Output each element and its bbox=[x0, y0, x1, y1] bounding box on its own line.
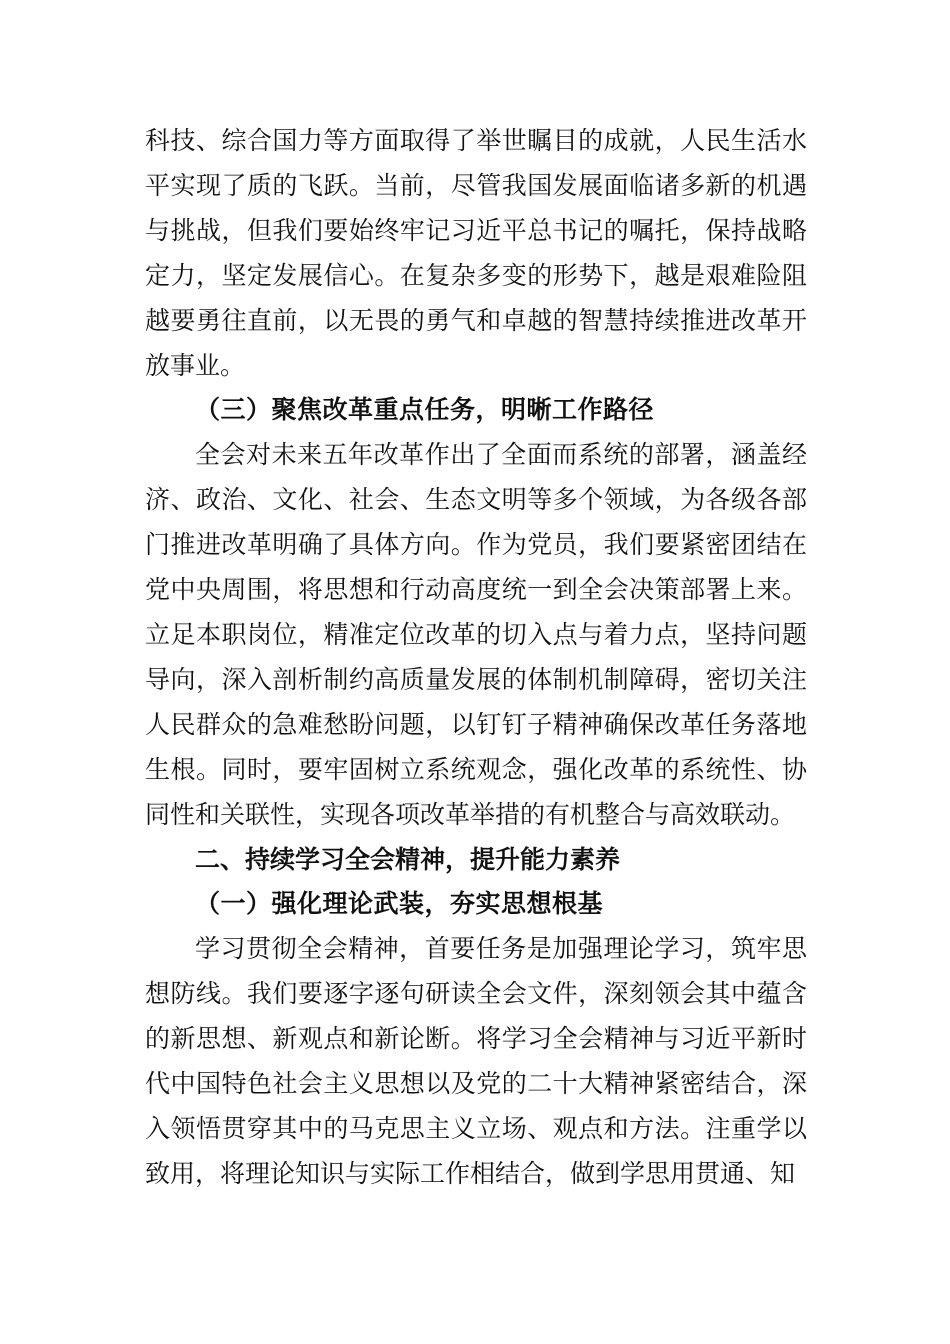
section-heading-3: （三）聚焦改革重点任务，明晰工作路径 bbox=[195, 395, 655, 425]
document-page bbox=[145, 119, 807, 1197]
chapter-heading-2: 二、持续学习全会精神，提升能力素养 bbox=[195, 844, 621, 874]
paragraph-theory-study: 学习贯彻全会精神，首要任务是加强理论学习，筑牢思想防线。我们要逐字逐句研读全会文件，深刻领会其中蕴含的新思想、新观点和新论断。将学习全会精神与习近平新时代中国特色社会主义思想以及党的二十大精神紧密结合，深入领悟贯穿其中的马克思主义立场、观点和方法。注重学以致用，将理论知识与实际工作相结合，做到学思用贯通、知 bbox=[145, 934, 807, 1188]
paragraph-continued: 科技、综合国力等方面取得了举世瞩目的成就，人民生活水平实现了质的飞跃。当前，尽管我国发展面临诸多新的机遇与挑战，但我们要始终牢记习近平总书记的嘱托，保持战略定力，坚定发展信心。在复杂多变的形势下，越是艰难险阻越要勇往直前，以无畏的勇气和卓越的智慧持续推进改革开放事业。 bbox=[145, 126, 807, 380]
section-heading-1: （一）强化理论武装，夯实思想根基 bbox=[195, 889, 604, 919]
paragraph-reform-tasks: 全会对未来五年改革作出了全面而系统的部署，涵盖经济、政治、文化、社会、生态文明等多个领域，为各级各部门推进改革明确了具体方向。作为党员，我们要紧密团结在党中央周围，将思想和行动高度统一到全会决策部署上来。立足本职岗位，精准定位改革的切入点与着力点，坚持问题导向，深入剖析制约高质量发展的体制机制障碍，密切关注人民群众的急难愁盼问题，以钉钉子精神确保改革任务落地生根。同时，要牢固树立系统观念，强化改革的系统性、协同性和关联性，实现各项改革举措的有机整合与高效联动。 bbox=[145, 440, 807, 829]
